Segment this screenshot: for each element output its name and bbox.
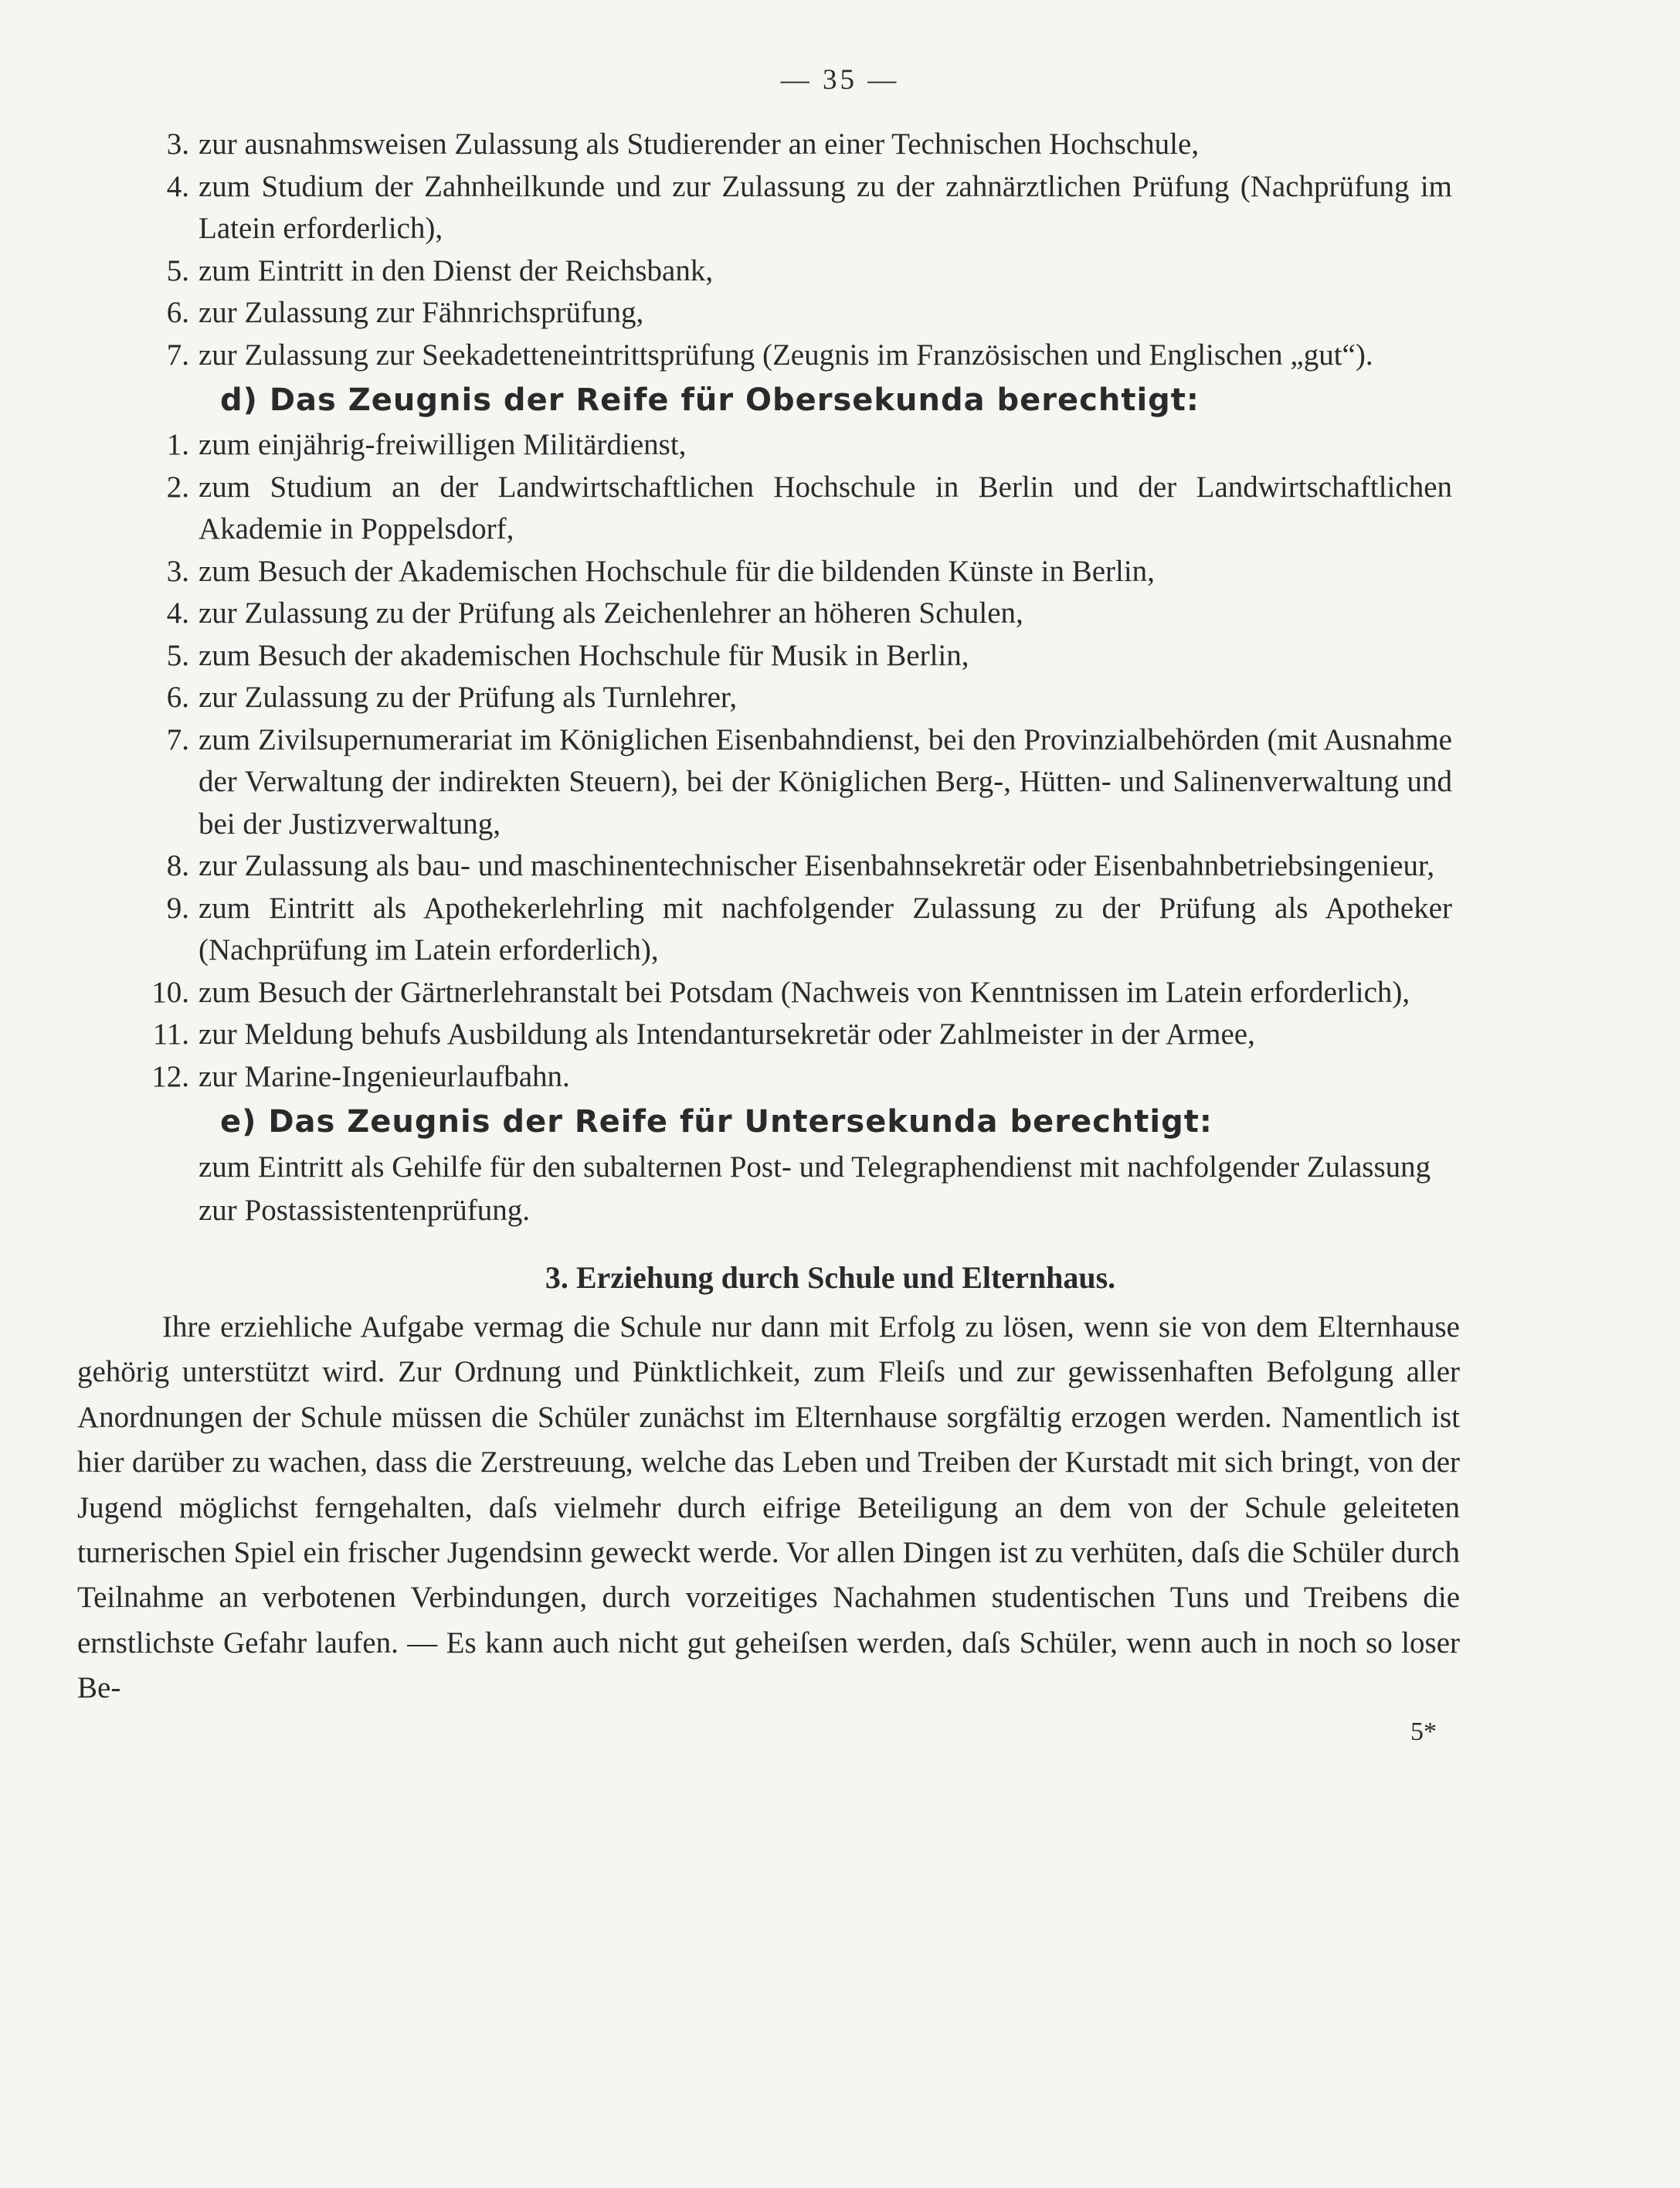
item-text: zum Besuch der Gärtnerlehranstalt bei Potsdam (Nachweis von Kenntnissen im Latein erforderlich), [199, 975, 1410, 1009]
item-text: zur Zulassung zu der Prüfung als Zeichenlehrer an höheren Schulen, [199, 596, 1023, 630]
list-item [147, 972, 1452, 1014]
section-d-list [147, 424, 1452, 1098]
item-number: 8. [166, 849, 189, 882]
item-text: zur Zulassung als bau- und maschinentechnischer Eisenbahnsekretär oder Eisenbahnbetriebsingenieur, [199, 849, 1435, 882]
item-text: zum Eintritt in den Dienst der Reichsbank, [199, 253, 714, 287]
item-text: zum Studium der Zahnheilkunde und zur Zulassung zu der zahnärztlichen Prüfung (Nachprüfung im Latein erforderlich), [199, 169, 1452, 245]
item-text: zur Zulassung zur Fähnrichsprüfung, [199, 296, 644, 329]
item-number: 11. [152, 1018, 189, 1051]
section-e-body: zum Eintritt als Gehilfe für den subalternen Post- und Telegraphendienst mit nachfolgender Zulassung zur Postassistentenprüfung. [199, 1150, 1431, 1227]
section-3-title: 3. Erziehung durch Schule und Elternhaus. [545, 1260, 1116, 1295]
page-number: — 35 — [780, 64, 900, 96]
list-item [147, 166, 1452, 250]
signature-mark: 5* [1410, 1717, 1437, 1746]
list-item [147, 845, 1452, 888]
item-number: 9. [166, 891, 189, 925]
list-item [147, 635, 1452, 678]
list-item [147, 250, 1452, 293]
item-text: zur Marine-Ingenieurlaufbahn. [199, 1059, 570, 1093]
item-number: 5. [166, 253, 189, 287]
item-text: zur Zulassung zur Seekadetteneintrittsprüfung (Zeugnis im Französischen und Englischen „gut“). [199, 338, 1373, 372]
list-item [147, 1056, 1452, 1099]
list-item [147, 467, 1452, 551]
item-text: zum Besuch der akademischen Hochschule für Musik in Berlin, [199, 638, 969, 672]
item-number: 4. [166, 596, 189, 630]
item-text: zur ausnahmsweisen Zulassung als Studierender an einer Technischen Hochschule, [199, 127, 1200, 161]
list-continued [147, 124, 1452, 376]
item-number: 12. [151, 1059, 189, 1093]
item-number: 7. [166, 722, 189, 756]
item-number: 7. [166, 338, 189, 372]
list-item [147, 593, 1452, 635]
item-text: zum Zivilsupernumerariat im Königlichen Eisenbahndienst, bei den Provinzialbehörden (mit Ausnahme der Verwaltung der indirekten Steuern), bei der Königlichen Berg-, Hütten- und Salinenverwaltung und bei der Justizverwaltung, [199, 722, 1452, 841]
item-text: zum einjährig-freiwilligen Militärdienst, [199, 428, 687, 461]
page-content [77, 124, 1460, 1747]
list-item [147, 719, 1452, 846]
section-d-heading: d) Das Zeugnis der Reife für Obersekunda berechtigt: [220, 382, 1200, 418]
item-number: 3. [166, 127, 189, 161]
item-text: zum Besuch der Akademischen Hochschule für die bildenden Künste in Berlin, [199, 554, 1155, 588]
item-number: 3. [166, 554, 189, 588]
item-text: zur Zulassung zu der Prüfung als Turnlehrer, [199, 681, 738, 714]
item-number: 10. [151, 975, 189, 1009]
item-number: 1. [166, 428, 189, 461]
item-number: 5. [166, 638, 189, 672]
list-item [147, 551, 1452, 593]
list-item [147, 677, 1452, 719]
list-item [147, 424, 1452, 467]
item-text: zum Studium an der Landwirtschaftlichen Hochschule in Berlin und der Landwirtschaftlichen Akademie in Poppelsdorf, [199, 470, 1452, 545]
list-item [147, 292, 1452, 335]
item-number: 6. [166, 681, 189, 714]
section-3-paragraph: Ihre erziehliche Aufgabe vermag die Schule nur dann mit Erfolg zu lösen, wenn sie von dem Elternhause gehörig unterstützt wird. Zur Ordnung und Pünktlichkeit, zum Fleiſs und zur gewissenhaften Befolgung aller Anordnungen der Schule müssen die Schüler zunächst im Elternhause sorgfältig erzogen werden. Namentlich ist hier darüber zu wachen, dass die Zerstreuung, welche das Leben und Treiben der Kurstadt mit sich bringt, von der Jugend möglichst ferngehalten, daſs vielmehr durch eifrige Beteiligung an dem von der Schule geleiteten turnerischen Spiel ein frischer Jugendsinn geweckt werde. Vor allen Dingen ist zu verhüten, daſs die Schüler durch Teilnahme an verbotenen Verbindungen, durch vorzeitiges Nachahmen studentischen Tuns und Treibens die ernstlichste Gefahr laufen. — Es kann auch nicht gut geheiſsen werden, daſs Schüler, wenn auch in noch so loser Be- [77, 1310, 1460, 1705]
item-text: zum Eintritt als Apothekerlehrling mit nachfolgender Zulassung zu der Prüfung als Apotheker (Nachprüfung im Latein erforderlich), [199, 891, 1452, 967]
item-number: 6. [166, 296, 189, 329]
item-number: 4. [166, 169, 189, 203]
section-e-heading: e) Das Zeugnis der Reife für Untersekunda berechtigt: [220, 1104, 1213, 1140]
list-item [147, 888, 1452, 972]
item-text: zur Meldung behufs Ausbildung als Intendantursekretär oder Zahlmeister in der Armee, [199, 1018, 1255, 1051]
list-item [147, 124, 1452, 166]
list-item [147, 1014, 1452, 1056]
list-item [147, 335, 1452, 377]
item-number: 2. [166, 470, 189, 504]
